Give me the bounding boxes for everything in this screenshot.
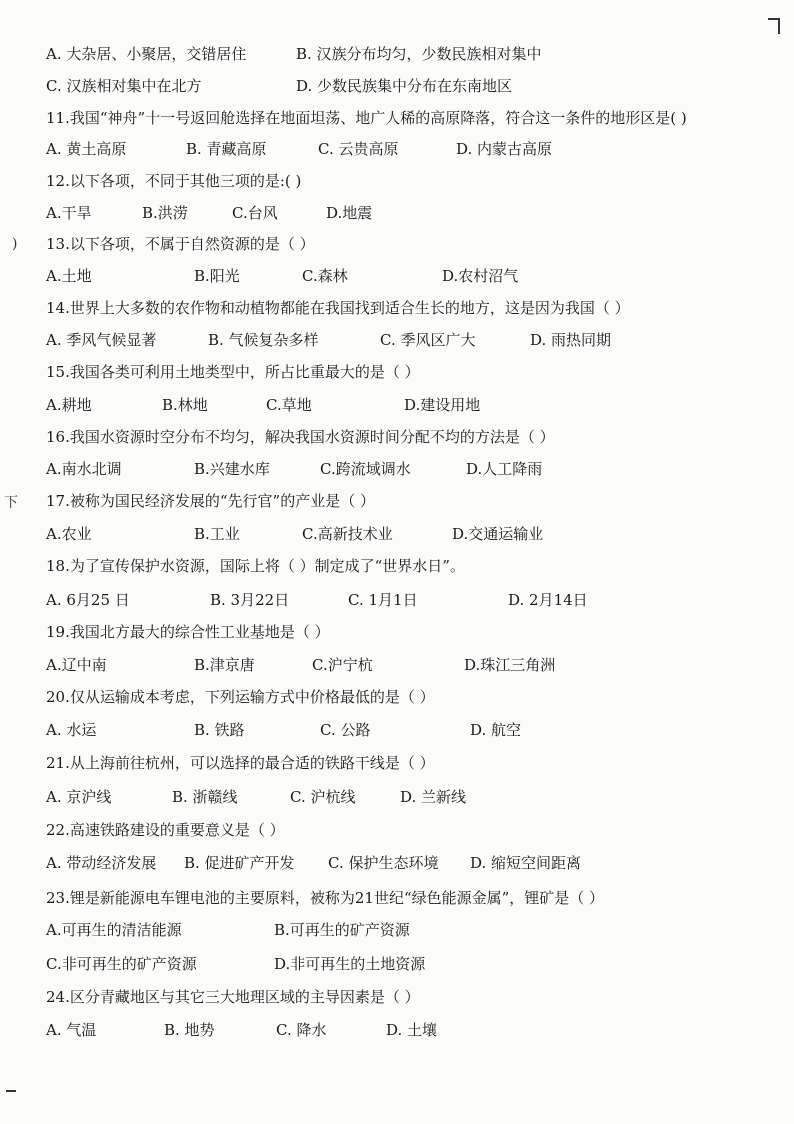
scan-corner-mark <box>768 18 780 34</box>
option-d[interactable]: D. 少数民族集中分布在东南地区 <box>296 77 513 95</box>
option-b[interactable]: B.工业 <box>194 525 240 543</box>
option-c[interactable]: C. 降水 <box>276 1021 327 1039</box>
scan-bottom-mark <box>6 1090 16 1092</box>
option-d[interactable]: D. 雨热同期 <box>530 331 612 349</box>
option-d[interactable]: D. 2月14日 <box>508 591 588 609</box>
option-b[interactable]: B. 3月22日 <box>210 591 290 609</box>
option-b[interactable]: B.可再生的矿产资源 <box>274 921 410 939</box>
option-d[interactable]: D. 土壤 <box>386 1021 438 1039</box>
margin-paren-mark: ) <box>12 236 18 252</box>
option-c[interactable]: C.森林 <box>302 267 348 285</box>
option-d[interactable]: D.人工降雨 <box>466 460 543 478</box>
option-c[interactable]: C.非可再生的矿产资源 <box>46 955 197 973</box>
option-b[interactable]: B. 促进矿产开发 <box>184 854 295 872</box>
option-c[interactable]: C. 汉族相对集中在北方 <box>46 77 202 95</box>
option-a[interactable]: A. 6月25 日 <box>46 591 130 609</box>
option-c[interactable]: C. 季风区广大 <box>380 331 476 349</box>
question-11-stem: 11.我国“神舟”十一号返回舱选择在地面坦荡、地广人稀的高原降落，符合这一条件的地形区是( ) <box>46 109 687 127</box>
question-23-stem: 23.锂是新能源电车锂电池的主要原料，被称为21世纪“绿色能源金属”，锂矿是（ ） <box>46 889 605 907</box>
option-a[interactable]: A.农业 <box>46 525 92 543</box>
question-14-stem: 14.世界上大多数的农作物和动植物都能在我国找到适合生长的地方，这是因为我国（ ） <box>46 299 630 317</box>
question-20-stem: 20.仅从运输成本考虑，下列运输方式中价格最低的是（ ） <box>46 688 435 706</box>
option-a[interactable]: A.可再生的清洁能源 <box>46 921 182 939</box>
option-c[interactable]: C. 保护生态环境 <box>328 854 439 872</box>
option-b[interactable]: B.阳光 <box>194 267 240 285</box>
option-b[interactable]: B.洪涝 <box>142 204 188 222</box>
option-c[interactable]: C.草地 <box>266 396 312 414</box>
option-c[interactable]: C.跨流域调水 <box>320 460 411 478</box>
option-a[interactable]: A.土地 <box>46 267 92 285</box>
option-b[interactable]: B. 青藏高原 <box>186 140 267 158</box>
option-c[interactable]: C. 公路 <box>320 721 371 739</box>
option-a[interactable]: A. 水运 <box>46 721 97 739</box>
option-d[interactable]: D.非可再生的土地资源 <box>274 955 426 973</box>
option-d[interactable]: D.地震 <box>326 204 373 222</box>
option-a[interactable]: A. 气温 <box>46 1021 97 1039</box>
option-a[interactable]: A. 大杂居、小聚居，交错居住 <box>46 45 247 63</box>
option-d[interactable]: D. 兰新线 <box>400 788 467 806</box>
option-a[interactable]: A. 带动经济发展 <box>46 854 157 872</box>
question-19-stem: 19.我国北方最大的综合性工业基地是（ ） <box>46 623 330 641</box>
option-b[interactable]: B. 地势 <box>164 1021 215 1039</box>
option-c[interactable]: C. 1月1日 <box>348 591 418 609</box>
option-b[interactable]: B.兴建水库 <box>194 460 270 478</box>
option-d[interactable]: D. 内蒙古高原 <box>456 140 553 158</box>
option-a[interactable]: A.干旱 <box>46 204 92 222</box>
option-d[interactable]: D.珠江三角洲 <box>464 656 556 674</box>
question-15-stem: 15.我国各类可利用土地类型中，所占比重最大的是（ ） <box>46 363 420 381</box>
option-a[interactable]: A.南水北调 <box>46 460 122 478</box>
question-17-stem: 17.被称为国民经济发展的“先行官”的产业是（ ） <box>46 492 375 510</box>
question-24-stem: 24.区分青藏地区与其它三大地理区域的主导因素是（ ） <box>46 988 420 1006</box>
option-c[interactable]: C.沪宁杭 <box>312 656 373 674</box>
option-c[interactable]: C. 云贵高原 <box>318 140 399 158</box>
option-d[interactable]: D. 缩短空间距离 <box>470 854 582 872</box>
option-b[interactable]: B.林地 <box>162 396 208 414</box>
question-18-stem: 18.为了宣传保护水资源，国际上将（ ）制定成了“世界水日”。 <box>46 557 465 575</box>
option-a[interactable]: A.辽中南 <box>46 656 107 674</box>
option-b[interactable]: B. 汉族分布均匀，少数民族相对集中 <box>296 45 542 63</box>
margin-char-mark: 下 <box>4 495 18 511</box>
option-a[interactable]: A. 季风气候显著 <box>46 331 157 349</box>
option-d[interactable]: D. 航空 <box>470 721 522 739</box>
option-d[interactable]: D.农村沼气 <box>442 267 519 285</box>
option-c[interactable]: C. 沪杭线 <box>290 788 356 806</box>
option-c[interactable]: C.高新技术业 <box>302 525 393 543</box>
option-b[interactable]: B. 浙赣线 <box>172 788 238 806</box>
option-b[interactable]: B. 铁路 <box>194 721 245 739</box>
question-16-stem: 16.我国水资源时空分布不均匀，解决我国水资源时间分配不均的方法是（ ） <box>46 428 555 446</box>
option-c[interactable]: C.台风 <box>232 204 278 222</box>
question-21-stem: 21.从上海前往杭州，可以选择的最合适的铁路干线是（ ） <box>46 754 435 772</box>
option-b[interactable]: B. 气候复杂多样 <box>208 331 319 349</box>
question-12-stem: 12.以下各项，不同于其他三项的是:( ) <box>46 172 302 190</box>
option-d[interactable]: D.建设用地 <box>404 396 481 414</box>
option-d[interactable]: D.交通运输业 <box>452 525 544 543</box>
option-b[interactable]: B.津京唐 <box>194 656 255 674</box>
option-a[interactable]: A. 黄土高原 <box>46 140 127 158</box>
option-a[interactable]: A.耕地 <box>46 396 92 414</box>
option-a[interactable]: A. 京沪线 <box>46 788 112 806</box>
question-13-stem: 13.以下各项，不属于自然资源的是（ ） <box>46 235 315 253</box>
question-22-stem: 22.高速铁路建设的重要意义是（ ） <box>46 821 285 839</box>
